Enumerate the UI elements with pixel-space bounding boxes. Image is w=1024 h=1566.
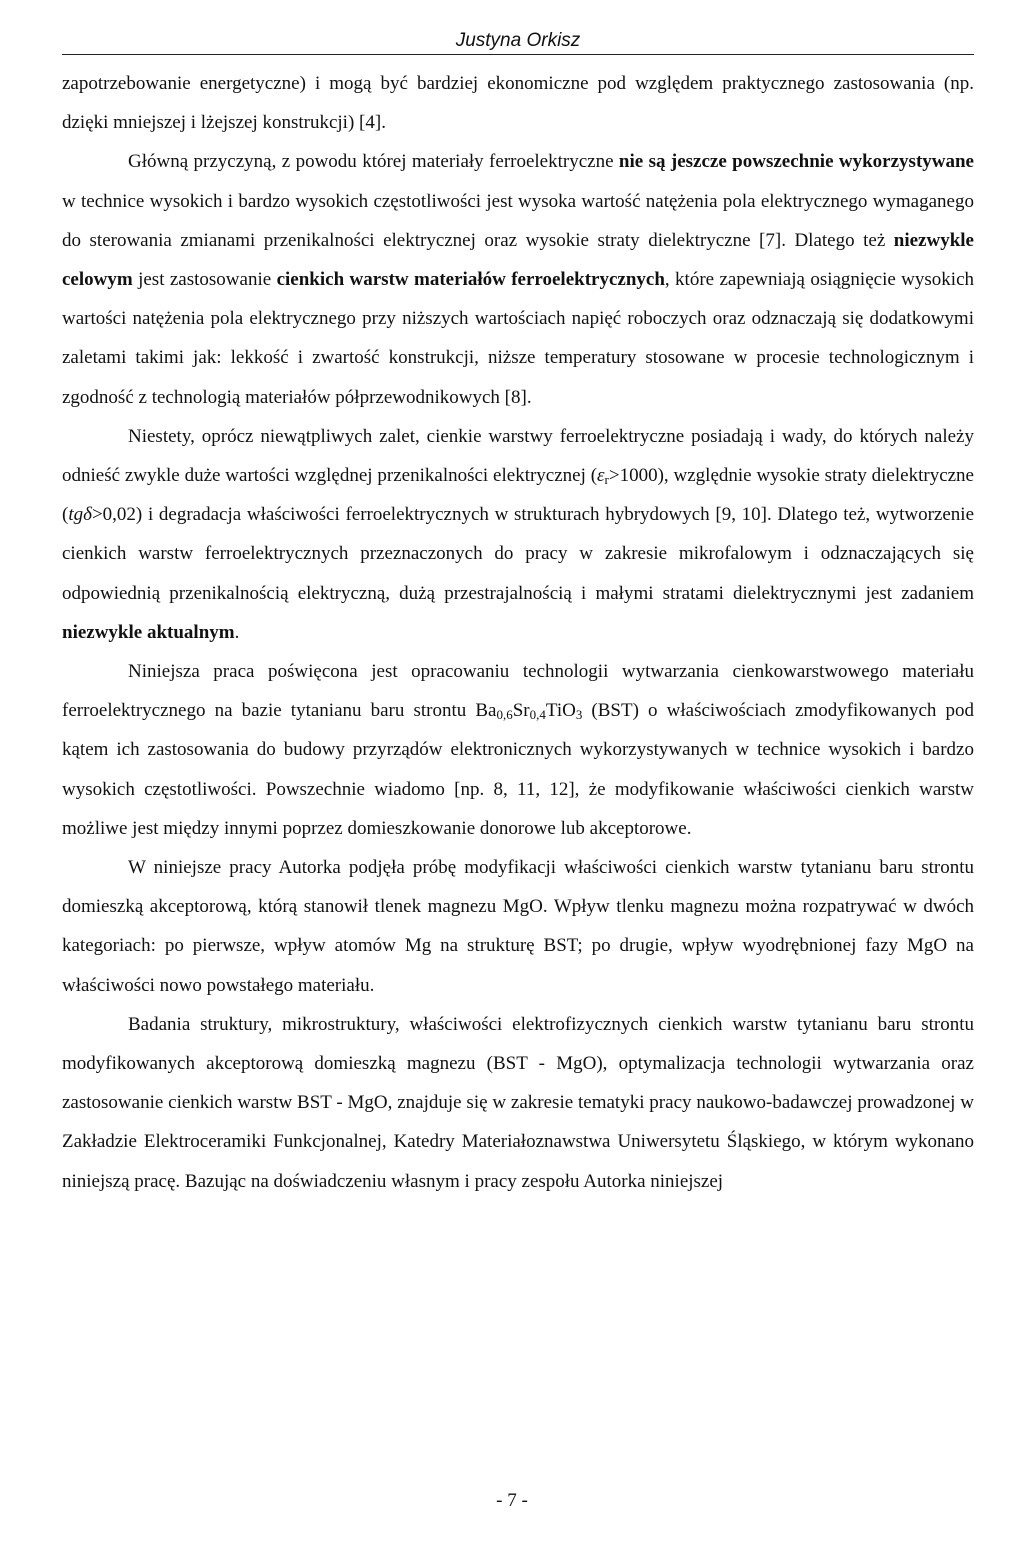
emphasis-very-current: niezwykle aktualnym <box>62 621 235 643</box>
header-author: Justyna Orkisz <box>455 30 581 51</box>
paragraph-research-scope: Badania struktury, mikrostruktury, właściwości elektrofizycznych cienkich warstw tytanianu baru strontu modyfikowanych akceptorową domieszką magnezu (BST - MgO), optymalizacja technologii wytwarzania oraz zastosowanie cienkich warstw BST - MgO, znajduje się w zakresie tematyki pracy naukowo-badawczej prowadzonej w Zakładzie Elektroceramiki Funkcjonalnej, Katedry Materiałoznawstwa Uniwersytetu Śląskiego, w którym wykonano niniejszą pracę. Bazując na doświadczeniu własnym i pracy zespołu Autorka niniejszej <box>62 1013 974 1192</box>
paragraph-main-cause: Główną przyczyną, z powodu której materiały ferroelektryczne nie są jeszcze powszechnie wykorzystywane w technice wysokich i bardzo wysokich częstotliwości jest wysoka wartość natężenia pola elektrycznego wymaganego do sterowania zmianami przenikalności elektrycznej oraz wysokie straty dielektryczne [7]. Dlatego też niezwykle celowym jest zastosowanie cienkich warstw materiałów ferroelektrycznych, które zapewniają osiągnięcie wysokich wartości natężenia pola elektrycznego przy niższych wartościach napięć roboczych oraz odznaczają się dodatkowymi zaletami takimi jak: lekkość i zwartość konstrukcji, niższe temperatury stosowane w procesie technologicznym i zgodność z technologią materiałów półprzewodnikowych [8]. <box>62 151 974 408</box>
paragraph-work-aim: Niniejsza praca poświęcona jest opracowaniu technologii wytwarzania cienkowarstwowego materiału ferroelektrycznego na bazie tytanianu baru strontu $Ba_{0,6}Sr_{0,4}TiO_3$ (BST) o właściwościach zmodyfikowanych pod kątem ich zastosowania do budowy przyrządów elektronicznych wykorzystywanych w technice wysokich i bardzo wysokich częstotliwości. Powszechnie wiadomo [np. 8, 11, 12], że modyfikowanie właściwości cienkich warstw możliwe jest między innymi poprzez domieszkowanie donorowe lub akceptorowe. <box>62 661 974 839</box>
paragraph-drawbacks: Niestety, oprócz niewątpliwych zalet, cienkie warstwy ferroelektryczne posiadają i wady, do których należy odnieść zwykle duże wartości względnej przenikalności elektrycznej $(\varepsilon_r>1000)$, względnie wysokie straty dielektryczne (tgδ>0,02) i degradacja właściwości ferroelektrycznych w strukturach hybrydowych [9, 10]. Dlatego też, wytworzenie cienkich warstw ferroelektrycznych przeznaczonych do pracy w zakresie mikrofalowym i odznaczających się odpowiednią przenikalnością elektryczną, dużą przestrajalnością i małymi stratami dielektrycznymi jest zadaniem niezwykle aktualnym. <box>62 425 974 643</box>
paragraph-continuation: zapotrzebowanie energetyczne) i mogą być bardziej ekonomiczne pod względem praktycznego zastosowania (np. dzięki mniejszej i lżejszej konstrukcji) [4]. <box>62 73 974 134</box>
symbol-epsilon: ε <box>597 465 605 487</box>
symbol-tan-delta: tgδ <box>68 504 92 526</box>
emphasis-very-purposeful: niezwykle celowym <box>62 229 974 291</box>
symbol-epsilon-subscript: r <box>604 472 609 488</box>
formula-subscript: 0,4 <box>529 707 546 723</box>
page-number: - 7 - <box>496 1490 528 1511</box>
emphasis-thin-films: cienkich warstw materiałów ferroelektrycznych <box>276 269 665 291</box>
page-body <box>62 64 974 1201</box>
running-header <box>62 28 974 55</box>
paragraph-mgo-doping: W niniejsze pracy Autorka podjęła próbę modyfikacji właściwości cienkich warstw tytanianu baru strontu domieszką akceptorową, którą stanowił tlenek magnezu MgO. Wpływ tlenku magnezu można rozpatrywać w dwóch kategoriach: po pierwsze, wpływ atomów Mg na strukturę BST; po drugie, wpływ wyodrębnionej fazy MgO na właściwości nowo powstałego materiału. <box>62 857 974 996</box>
emphasis-not-widely-used: nie są jeszcze powszechnie wykorzystywane <box>618 151 974 173</box>
formula-subscript: 0,6 <box>496 707 513 723</box>
formula-subscript: 3 <box>575 707 583 723</box>
